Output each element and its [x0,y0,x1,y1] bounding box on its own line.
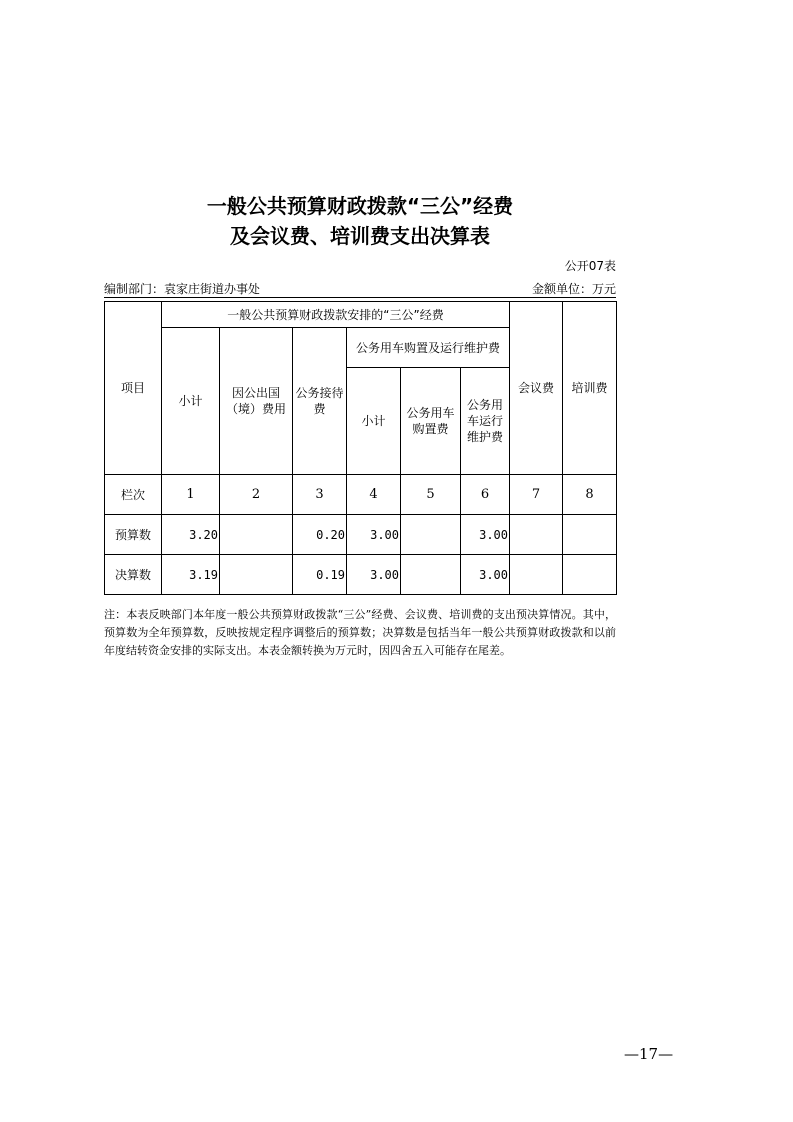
table-row [105,515,617,555]
header-vehicle-subtotal: 小计 [347,368,401,475]
budget-reception: 0.20 [293,515,347,555]
budget-vehicle-operation: 3.00 [461,515,510,555]
final-meeting [510,555,563,595]
row-label-budget: 预算数 [105,515,162,555]
serial-label: 栏次 [105,475,162,515]
serial-cell: 1 [162,475,220,515]
header-meeting: 会议费 [510,302,563,475]
table-note: 注：本表反映部门本年度一般公共预算财政拨款“三公”经费、会议费、培训费的支出预决算情况。其中，预算数为全年预算数，反映按规定程序调整后的预算数；决算数是包括当年一般公共预算财政拨款和以前年度结转资金安排的实际支出。本表金额转换为万元时，因四舍五入可能存在尾差。 [104,608,616,657]
budget-meeting [510,515,563,555]
serial-cell: 4 [347,475,401,515]
final-overseas [220,555,293,595]
serial-cell: 3 [293,475,347,515]
budget-training [563,515,617,555]
serial-row [105,475,617,515]
final-vehicle-operation: 3.00 [461,555,510,595]
table-code: 公开07表 [564,259,616,273]
report-title-line2: 及会议费、培训费支出决算表 [230,224,490,248]
serial-cell: 7 [510,475,563,515]
final-vehicle-subtotal: 3.00 [347,555,401,595]
serial-cell: 8 [563,475,617,515]
final-vehicle-purchase [401,555,461,595]
header-item: 项目 [105,302,162,475]
header-reception: 公务接待费 [293,328,347,475]
header-overseas: 因公出国（境）费用 [220,328,293,475]
budget-table [104,301,617,595]
header-three-public: 一般公共预算财政拨款安排的“三公”经费 [162,302,510,328]
header-training: 培训费 [563,302,617,475]
header-subtotal: 小计 [162,328,220,475]
serial-cell: 6 [461,475,510,515]
budget-vehicle-subtotal: 3.00 [347,515,401,555]
report-title-line1: 一般公共预算财政拨款“三公”经费 [206,194,514,218]
top-rule [104,297,616,298]
header-vehicle-operation: 公务用车运行维护费 [461,368,510,475]
page-number: —17— [624,1045,674,1063]
header-vehicle-group: 公务用车购置及运行维护费 [347,328,510,368]
header-vehicle-purchase: 公务用车购置费 [401,368,461,475]
budget-overseas [220,515,293,555]
serial-cell: 5 [401,475,461,515]
serial-cell: 2 [220,475,293,515]
final-reception: 0.19 [293,555,347,595]
final-training [563,555,617,595]
table-row [105,555,617,595]
budget-vehicle-purchase [401,515,461,555]
unit-label: 金额单位：万元 [531,282,616,296]
department-label: 编制部门：袁家庄街道办事处 [104,282,261,296]
budget-subtotal: 3.20 [162,515,220,555]
final-subtotal: 3.19 [162,555,220,595]
row-label-final: 决算数 [105,555,162,595]
